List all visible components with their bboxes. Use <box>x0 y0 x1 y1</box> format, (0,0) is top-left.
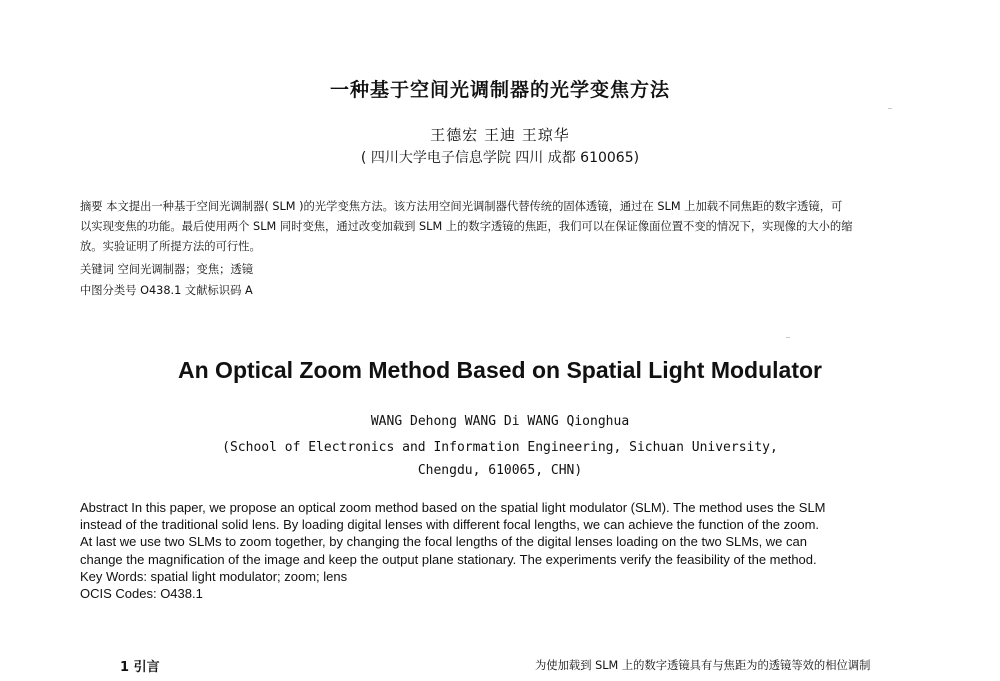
english-ocis-codes: OCIS Codes: O438.1 <box>80 586 203 602</box>
english-affiliation-line: Chengdu, 610065, CHN) <box>417 463 583 478</box>
chinese-abstract-line: 摘要 本文提出一种基于空间光调制器( SLM )的光学变焦方法。该方法用空间光调制器代替传统的固体透镜，通过在 SLM 上加载不同焦距的数字透镜，可 <box>80 200 843 213</box>
english-abstract-line: change the magnification of the image and keep the output plane stationary. The experiments verify the feasibility of the method. <box>80 551 817 567</box>
chinese-abstract-line: 以实现变焦的功能。最后使用两个 SLM 同时变焦，通过改变加载到 SLM 上的数字透镜的焦距，我们可以在保证像面位置不变的情况下，实现像的大小的缩 <box>80 220 853 233</box>
english-keywords: Key Words: spatial light modulator; zoom; lens <box>80 568 348 584</box>
english-abstract <box>80 499 940 602</box>
english-abstract-line: At last we use two SLMs to zoom together, by changing the focal lengths of the digital lenses loading on the two SLMs, we can <box>80 534 807 550</box>
chinese-affiliation: ( 四川大学电子信息学院 四川 成都 610065) <box>360 150 640 166</box>
chinese-keywords: 关键词 空间光调制器；变焦；透镜 <box>80 263 254 276</box>
section-heading-introduction: 1 引言 <box>120 660 160 675</box>
chinese-authors: 王德宏 王迪 王琼华 <box>430 126 570 144</box>
scan-mark <box>888 108 892 109</box>
chinese-classification: 中图分类号 O438.1 文献标识码 A <box>80 284 253 297</box>
english-affiliation <box>0 436 1000 482</box>
english-abstract-line: Abstract In this paper, we propose an optical zoom method based on the spatial light modulator (SLM). The method uses the SLM <box>80 500 826 515</box>
english-authors: WANG Dehong WANG Di WANG Qionghua <box>370 414 630 429</box>
english-abstract-line: instead of the traditional solid lens. By loading digital lenses with different focal lengths, we can achieve the function of the zoom. <box>80 517 820 533</box>
right-column-text: 为使加载到 SLM 上的数字透镜具有与焦距为的透镜等效的相位调制 <box>535 659 871 672</box>
english-title: An Optical Zoom Method Based on Spatial Light Modulator <box>178 357 822 383</box>
chinese-abstract-line: 放。实验证明了所提方法的可行性。 <box>80 240 261 253</box>
scan-mark <box>786 337 790 338</box>
chinese-title: 一种基于空间光调制器的光学变焦方法 <box>329 79 670 101</box>
chinese-abstract <box>80 197 940 257</box>
english-affiliation-line: (School of Electronics and Information Engineering, Sichuan University, <box>222 440 778 455</box>
